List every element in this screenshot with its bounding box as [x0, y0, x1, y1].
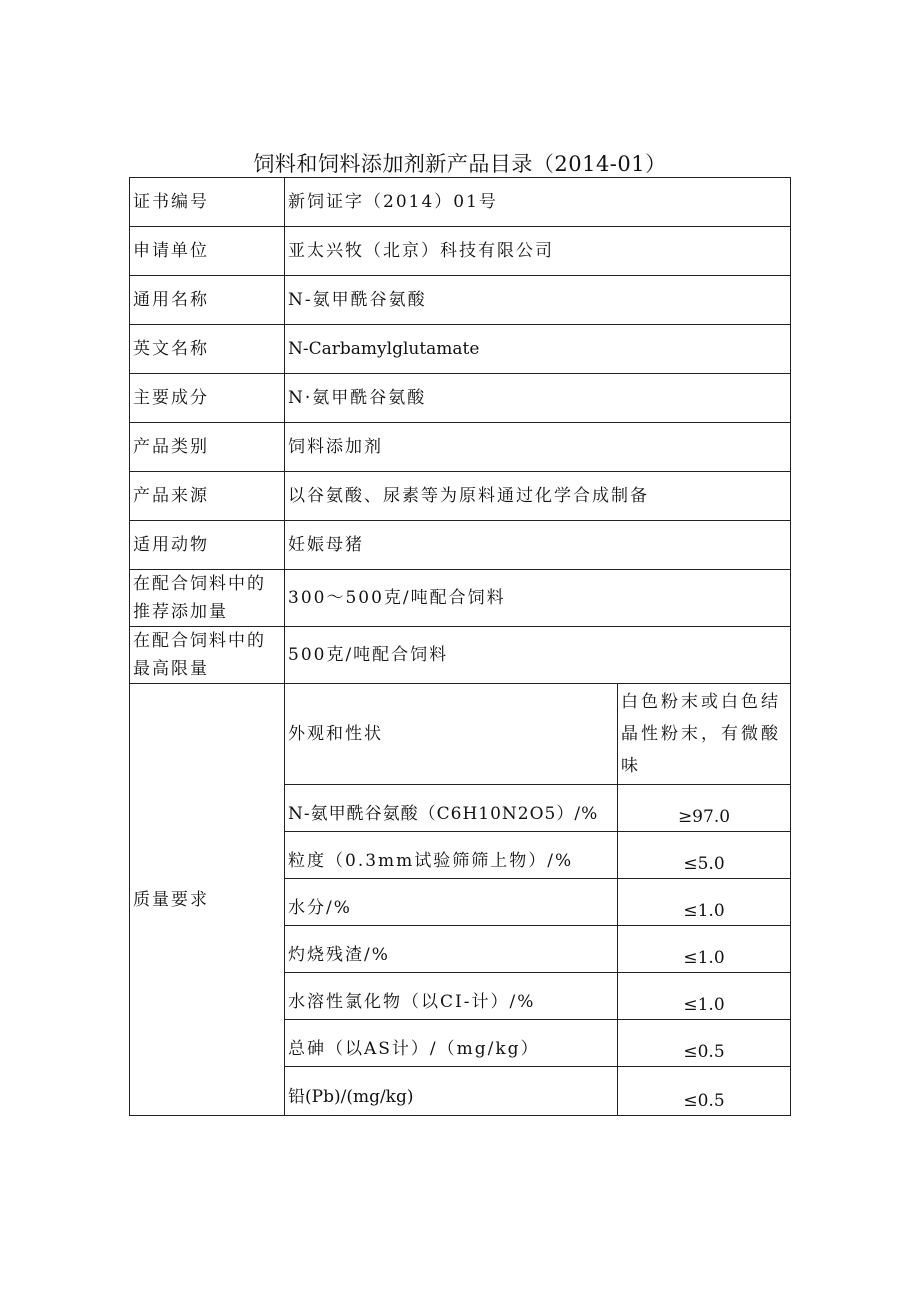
quality-item: 外观和性状: [285, 684, 618, 785]
quality-spec: ≤1.0: [618, 879, 791, 926]
quality-label: 质量要求: [130, 684, 285, 1116]
quality-spec: ≤1.0: [618, 973, 791, 1020]
table-row: [130, 423, 791, 472]
row-label: 产品类别: [130, 423, 285, 472]
row-value: N·氨甲酰谷氨酸: [285, 374, 791, 423]
table-row: [130, 374, 791, 423]
row-value: N-氨甲酰谷氨酸: [285, 276, 791, 325]
label-line-1: 在配合饲料中的: [133, 631, 266, 651]
quality-spec: ≤0.5: [618, 1020, 791, 1067]
document-title: 饲料和饲料添加剂新产品目录（2014-01）: [253, 152, 667, 176]
row-value: 500克/吨配合饲料: [285, 627, 791, 684]
quality-item: [285, 1020, 618, 1067]
row-value: 饲料添加剂: [285, 423, 791, 472]
table-row: [130, 521, 791, 570]
quality-item: [285, 785, 618, 832]
row-label: [130, 627, 285, 684]
quality-item: [285, 973, 618, 1020]
row-label: 通用名称: [130, 276, 285, 325]
row-value: 亚太兴牧（北京）科技有限公司: [285, 227, 791, 276]
table-row: [130, 570, 791, 627]
quality-spec: ≤5.0: [618, 832, 791, 879]
row-label: 申请单位: [130, 227, 285, 276]
quality-item-text: 灼烧残渣/%: [288, 945, 390, 965]
row-label: [130, 570, 285, 627]
row-value: N-Carbamylglutamate: [285, 325, 791, 374]
quality-item: [285, 879, 618, 926]
label-line-1: 在配合饲料中的: [133, 574, 266, 594]
quality-item-text: N-氨甲酰谷氨酸（C6H10N2O5）/%: [288, 804, 599, 824]
quality-item: [285, 1067, 618, 1116]
quality-item: [285, 926, 618, 973]
quality-item: [285, 832, 618, 879]
table-row: [130, 472, 791, 521]
table-row: [130, 627, 791, 684]
quality-row: [130, 684, 791, 785]
row-value: 新饲证字（2014）01号: [285, 178, 791, 227]
row-label: 产品来源: [130, 472, 285, 521]
table-row: [130, 178, 791, 227]
quality-item-text: 水溶性氯化物（以CI-计）/%: [288, 992, 536, 1012]
quality-spec: ≥97.0: [618, 785, 791, 832]
quality-spec: 白色粉末或白色结晶性粉末，有微酸味: [618, 684, 791, 785]
quality-item-text: 总砷（以AS计）/（mg/kg）: [288, 1039, 540, 1059]
row-label: 证书编号: [130, 178, 285, 227]
table-row: [130, 227, 791, 276]
product-info-table: [129, 177, 791, 1116]
row-label: 适用动物: [130, 521, 285, 570]
label-line-2: 推荐添加量: [133, 602, 228, 622]
table-row: [130, 276, 791, 325]
table-row: [130, 325, 791, 374]
quality-spec: ≤1.0: [618, 926, 791, 973]
row-label: 英文名称: [130, 325, 285, 374]
row-value: 300～500克/吨配合饲料: [285, 570, 791, 627]
quality-spec: ≤0.5: [618, 1067, 791, 1116]
label-line-2: 最高限量: [133, 659, 209, 679]
quality-item-text: 粒度（0.3mm试验筛筛上物）/%: [288, 851, 574, 871]
row-label: 主要成分: [130, 374, 285, 423]
quality-item-text: 铅(Pb)/(mg/kg): [288, 1087, 414, 1107]
quality-item-text: 水分/%: [288, 898, 352, 918]
row-value: 妊娠母猪: [285, 521, 791, 570]
row-value: 以谷氨酸、尿素等为原料通过化学合成制备: [285, 472, 791, 521]
